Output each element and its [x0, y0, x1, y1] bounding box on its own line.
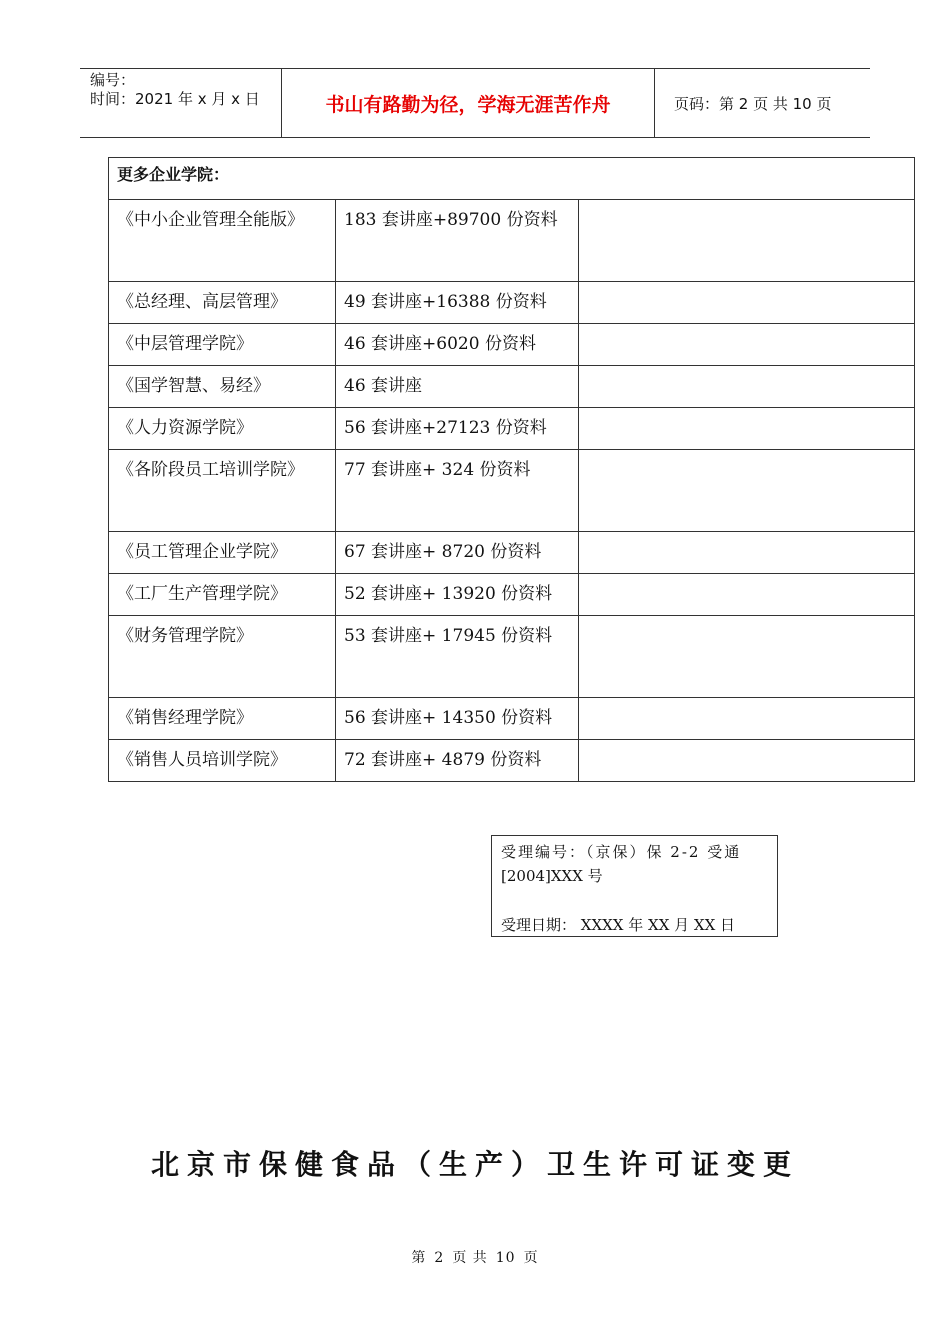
header-meta: [80, 69, 280, 137]
academy-desc: 52 套讲座+ 13920 份资料: [336, 574, 579, 616]
acceptance-number-cont: [2004]XXX 号: [501, 867, 603, 885]
table-row: [109, 532, 915, 574]
academy-name: 《各阶段员工培训学院》: [109, 450, 336, 532]
table-row: [109, 740, 915, 782]
footer-mid: 页 共: [452, 1250, 488, 1266]
empty-cell: [579, 450, 915, 532]
header-motto: 书山有路勤为径，学海无涯苦作舟: [325, 93, 611, 116]
acceptance-box: [491, 835, 778, 937]
empty-cell: [579, 200, 915, 282]
table-row: [109, 366, 915, 408]
academy-name: 《国学智慧、易经》: [109, 366, 336, 408]
table-row: [109, 450, 915, 532]
academy-desc: 77 套讲座+ 324 份资料: [336, 450, 579, 532]
empty-cell: [579, 282, 915, 324]
acceptance-number: 受理编号：（京保）保 2-2 受通: [501, 843, 742, 861]
academy-desc: 49 套讲座+16388 份资料: [336, 282, 579, 324]
header-divider: [654, 69, 655, 137]
page-header: [80, 68, 870, 138]
number-label: 编号：: [90, 71, 136, 89]
academy-name: 《财务管理学院》: [109, 616, 336, 698]
academy-name: 《销售人员培训学院》: [109, 740, 336, 782]
table-heading-row: [109, 158, 915, 200]
table-row: [109, 200, 915, 282]
academy-name: 《员工管理企业学院》: [109, 532, 336, 574]
document-title: 北京市保健食品（生产）卫生许可证变更: [150, 1148, 799, 1181]
academy-name: 《销售经理学院》: [109, 698, 336, 740]
empty-cell: [579, 532, 915, 574]
academy-desc: 56 套讲座+ 14350 份资料: [336, 698, 579, 740]
time-label: 时间：2021 年 x 月 x 日: [90, 90, 260, 108]
academy-desc: 72 套讲座+ 4879 份资料: [336, 740, 579, 782]
empty-cell: [579, 408, 915, 450]
header-page-info: 页码：第 2 页 共 10 页: [674, 94, 832, 113]
footer-total: 10: [495, 1250, 516, 1266]
table-row: [109, 698, 915, 740]
empty-cell: [579, 616, 915, 698]
academy-name: 《中层管理学院》: [109, 324, 336, 366]
academy-name: 《人力资源学院》: [109, 408, 336, 450]
empty-cell: [579, 698, 915, 740]
page-footer: [0, 1247, 950, 1267]
academy-desc: 67 套讲座+ 8720 份资料: [336, 532, 579, 574]
table-heading: 更多企业学院：: [109, 158, 915, 200]
academy-desc: 56 套讲座+27123 份资料: [336, 408, 579, 450]
table-row: [109, 282, 915, 324]
empty-cell: [579, 366, 915, 408]
empty-cell: [579, 324, 915, 366]
academy-desc: 53 套讲座+ 17945 份资料: [336, 616, 579, 698]
academy-desc: 183 套讲座+89700 份资料: [336, 200, 579, 282]
table-row: [109, 574, 915, 616]
academy-name: 《总经理、高层管理》: [109, 282, 336, 324]
academy-name: 《中小企业管理全能版》: [109, 200, 336, 282]
table-row: [109, 616, 915, 698]
academy-table: [108, 157, 915, 782]
table-row: [109, 408, 915, 450]
table-row: [109, 324, 915, 366]
empty-cell: [579, 740, 915, 782]
footer-page: 2: [434, 1250, 445, 1266]
academy-desc: 46 套讲座+6020 份资料: [336, 324, 579, 366]
acceptance-date: 受理日期： XXXX 年 XX 月 XX 日: [501, 916, 736, 934]
empty-cell: [579, 574, 915, 616]
academy-desc: 46 套讲座: [336, 366, 579, 408]
footer-prefix: 第: [411, 1250, 427, 1266]
academy-name: 《工厂生产管理学院》: [109, 574, 336, 616]
footer-suffix: 页: [523, 1250, 539, 1266]
